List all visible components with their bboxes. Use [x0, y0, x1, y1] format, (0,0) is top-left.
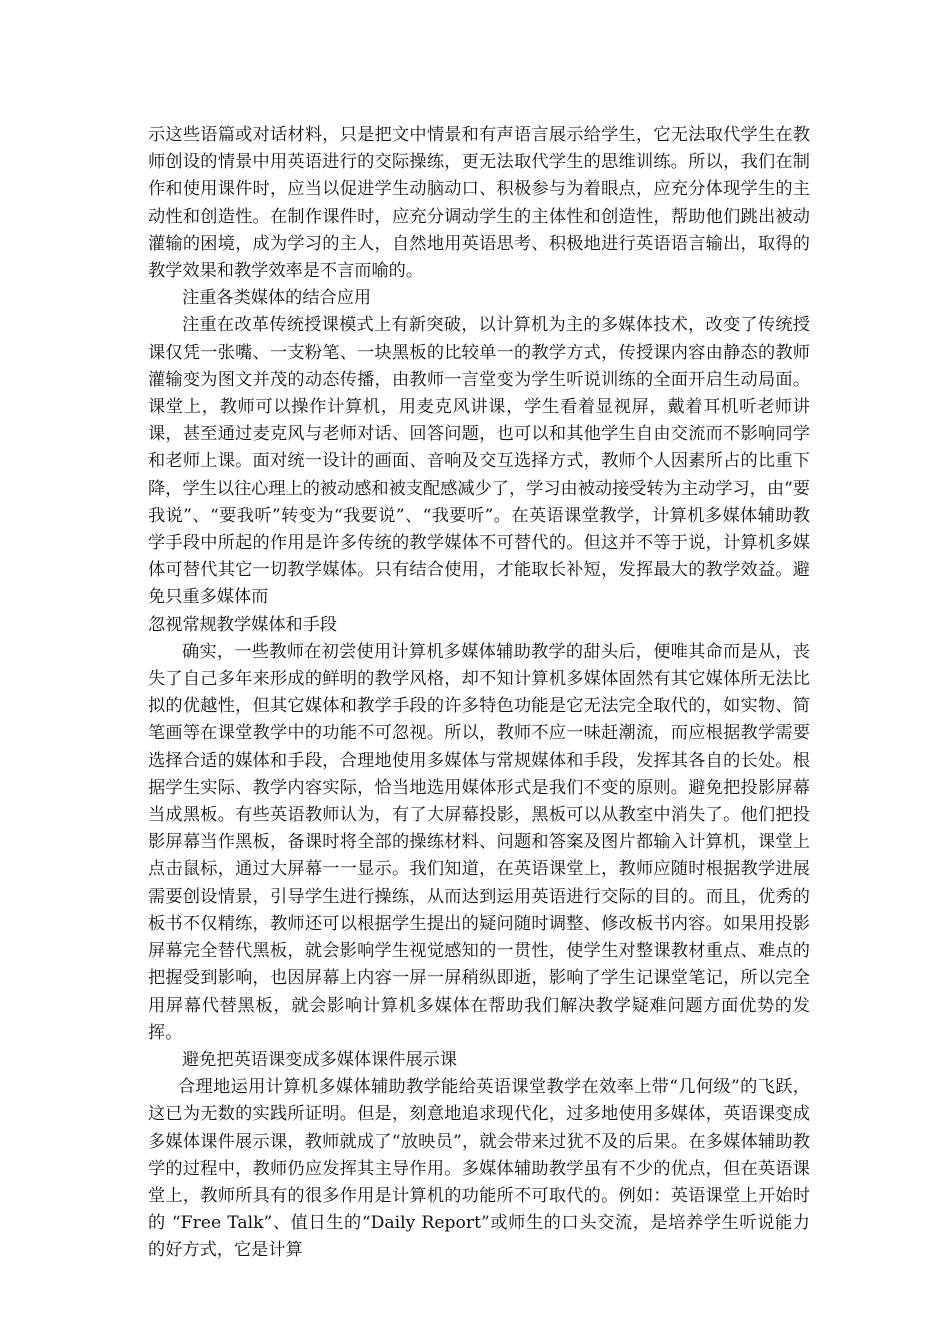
paragraph-4: 合理地运用计算机多媒体辅助教学能给英语课堂教学在效率上带“几何级”的飞跃，这已为无数的实践所证明。但是，刻意地追求现代化，过多地使用多媒体，英语课变成多媒体课件展示课，教师就成了“放映员”，就会带来过犹不及的后果。在多媒体辅助教学的过程中，教师仍应发挥其主导作用。多媒体辅助教学虽有不少的优点，但在英语课堂上，教师所具有的很多作用是计算机的功能所不可取代的。例如：英语课堂上开始时的 “Free Talk”、值日生的“Daily Report”或师生的口头交流，是培养学生听说能力的好方式，它是计算: [148, 1077, 810, 1261]
paragraph-1: 示这些语篇或对话材料，只是把文中情景和有声语言展示给学生，它无法取代学生在教师创设的情景中用英语进行的交际操练，更无法取代学生的思维训练。所以，我们在制作和使用课件时，应当以促进学生动脑动口、积极参与为着眼点，应充分体现学生的主动性和创造性。在制作课件时，应充分调动学生的主体性和创造性，帮助他们跳出被动灌输的困境，成为学习的主人，自然地用英语思考、积极地进行英语语言输出，取得的教学效果和教学效率是不言而喻的。: [148, 125, 810, 282]
paragraph-2: 注重在改革传统授课模式上有新突破，以计算机为主的多媒体技术，改变了传统授课仅凭一张嘴、一支粉笔、一块黑板的比较单一的教学方式，传授课内容由静态的教师灌输变为图文并茂的动态传播，由教师一言堂变为学生听说训练的全面开启生动局面。课堂上，教师可以操作计算机，用麦克风讲课，学生看着显视屏，戴着耳机听老师讲课，甚至通过麦克风与老师对话、回答问题，也可以和其他学生自由交流而不影响同学和老师上课。面对统一设计的画面、音响及交互选择方式，教师个人因素所占的比重下降，学生以往心理上的被动感和被支配感减少了，学习由被动接受转为主动学习，由“要我说”、“要我听”转变为“我要说”、“我要听”。在英语课堂教学，计算机多媒体辅助教学手段中所起的作用是许多传统的教学媒体不可替代的。但这并不等于说，计算机多媒体可替代其它一切教学媒体。只有结合使用，才能取长补短，发挥最大的教学效益。避免只重多媒体而: [148, 315, 810, 608]
section-heading-courseware-display: 避免把英语课变成多媒体课件展示课: [182, 1049, 458, 1070]
paragraph-3: 确实，一些教师在初尝使用计算机多媒体辅助教学的甜头后，便唯其命而是从，丧失了自己多年来形成的鲜明的教学风格，却不知计算机多媒体固然有其它媒体所无法比拟的优越性，但其它媒体和教学手段的许多特色功能是它无法完全取代的，如实物、简笔画等在课堂教学中的功能不可忽视。所以，教师不应一味赶潮流，而应根据教学需要选择合适的媒体和手段，合理地使用多媒体与常规媒体和手段，发挥其各自的长处。根据学生实际、教学内容实际，恰当地选用媒体形式是我们不变的原则。避免把投影屏幕当成黑板。有些英语教师认为，有了大屏幕投影，黑板可以从教室中消失了。他们把投影屏幕当作黑板，备课时将全部的操练材料、问题和答案及图片都输入计算机，课堂上点击鼠标，通过大屏幕一一显示。我们知道，在英语课堂上，教师应随时根据教学进展需要创设情景，引导学生进行操练，从而达到运用英语进行交际的目的。而且，优秀的板书不仅精练，教师还可以根据学生提出的疑问随时调整、修改板书内容。如果用投影屏幕完全替代黑板，就会影响学生视觉感知的一贯性，使学生对整课教材重点、难点的把握受到影响，也因屏幕上内容一屏一屏稍纵即逝，影响了学生记课堂笔记，所以完全用屏幕代替黑板，就会影响计算机多媒体在帮助我们解决教学疑难问题方面优势的发挥。: [148, 641, 810, 1043]
section-heading-media-integration: 注重各类媒体的结合应用: [182, 288, 372, 309]
section-heading-conventional-media: 忽视常规教学媒体和手段: [148, 614, 338, 635]
document-page: [148, 122, 810, 1265]
